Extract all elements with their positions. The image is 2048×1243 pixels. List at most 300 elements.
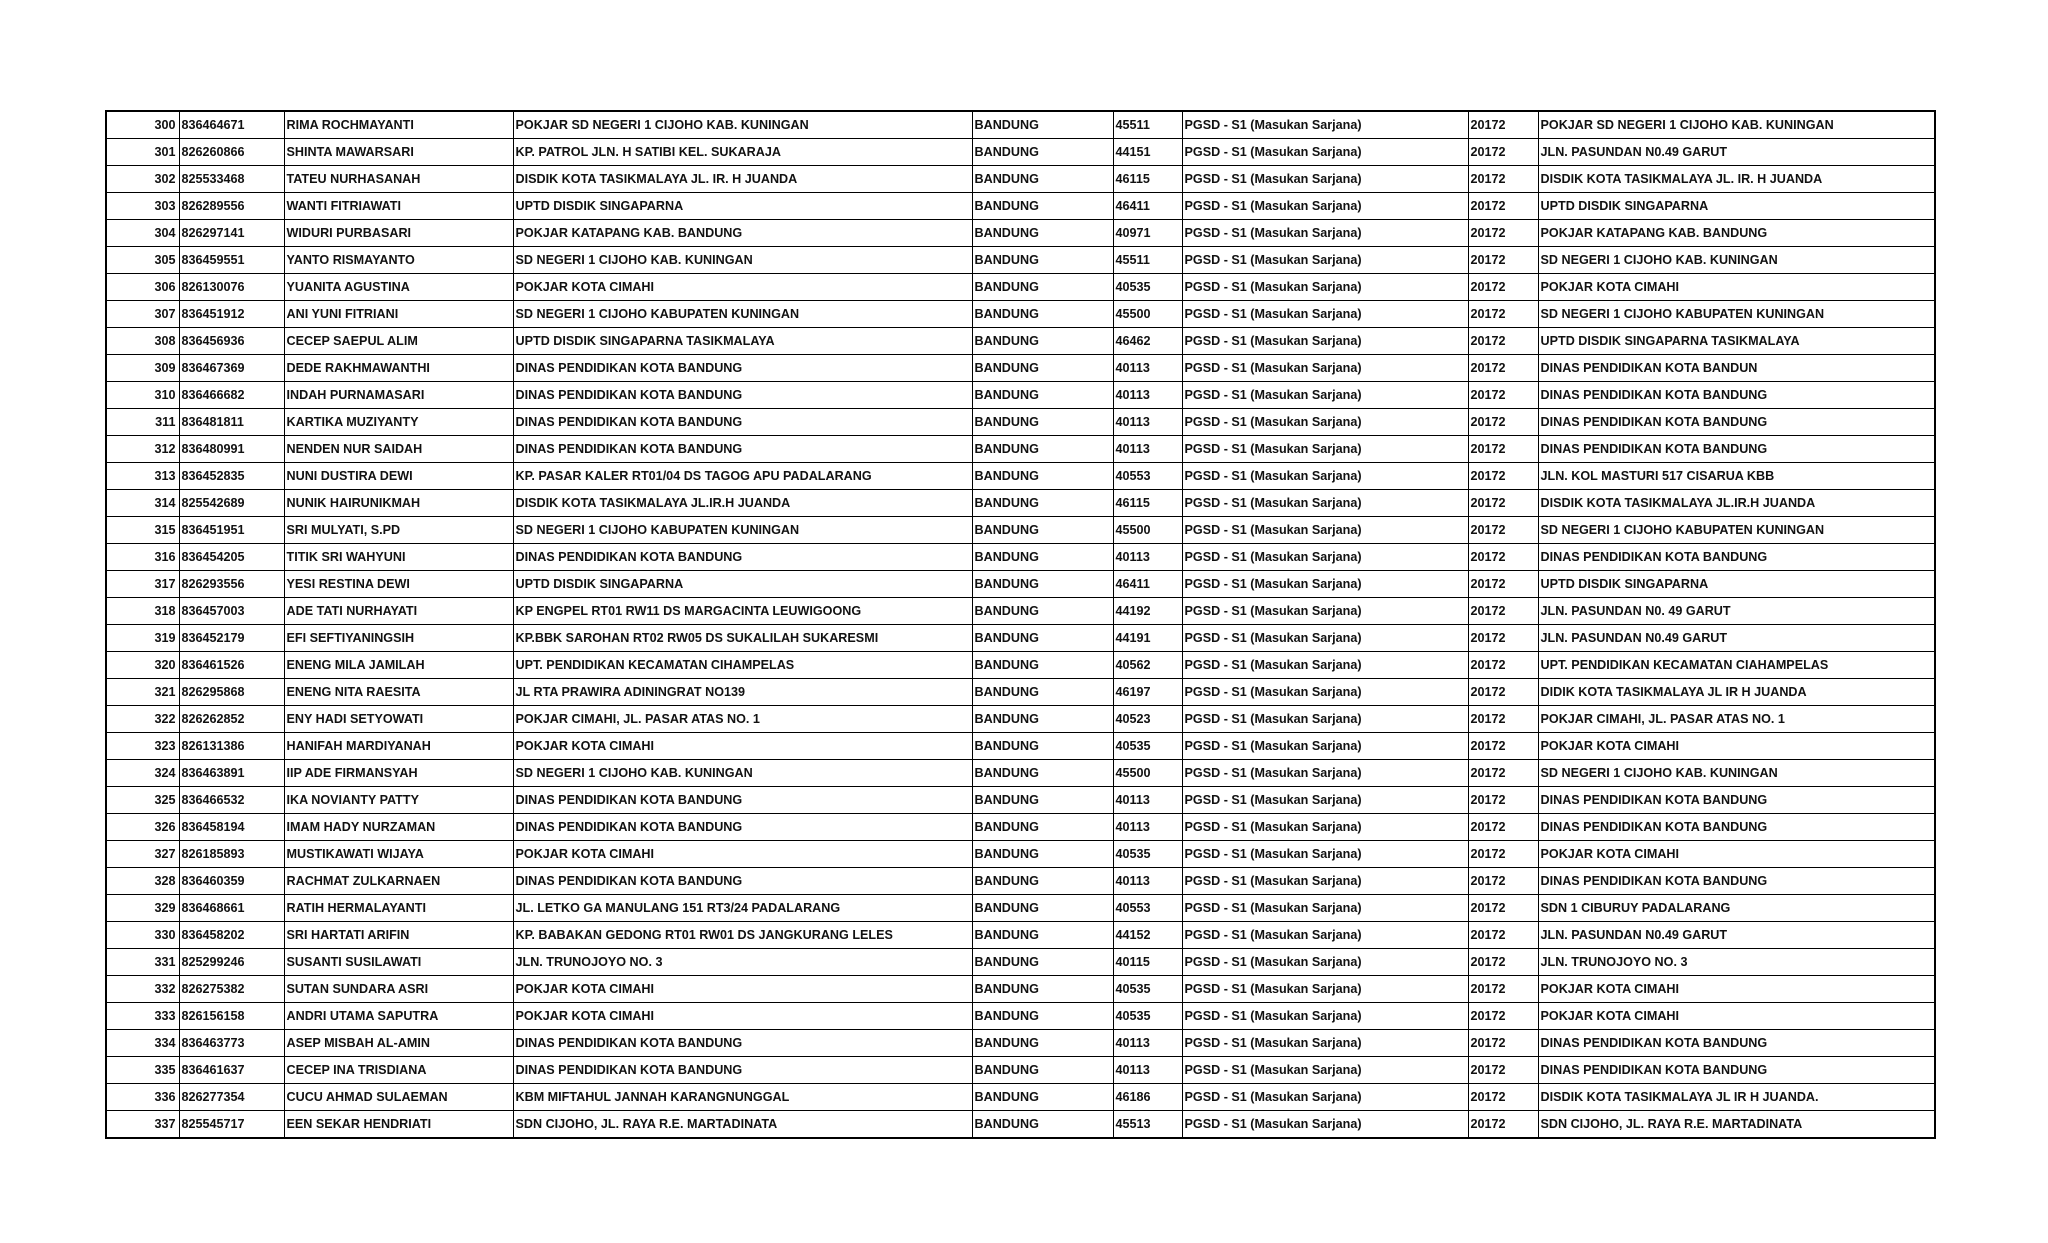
student-id-cell: 836451912	[179, 301, 284, 328]
city-cell: BANDUNG	[972, 409, 1113, 436]
city-cell: BANDUNG	[972, 787, 1113, 814]
address-cell: UPTD DISDIK SINGAPARNA	[513, 571, 972, 598]
row-number-cell: 324	[106, 760, 179, 787]
address-cell: POKJAR SD NEGERI 1 CIJOHO KAB. KUNINGAN	[513, 111, 972, 139]
row-number-cell: 310	[106, 382, 179, 409]
city-cell: BANDUNG	[972, 1003, 1113, 1030]
row-number-cell: 300	[106, 111, 179, 139]
student-id-cell: 826156158	[179, 1003, 284, 1030]
mailing-address-cell: DINAS PENDIDIKAN KOTA BANDUN	[1538, 355, 1935, 382]
address-cell: SD NEGERI 1 CIJOHO KABUPATEN KUNINGAN	[513, 301, 972, 328]
city-cell: BANDUNG	[972, 328, 1113, 355]
student-id-cell: 836458194	[179, 814, 284, 841]
city-cell: BANDUNG	[972, 679, 1113, 706]
row-number-cell: 320	[106, 652, 179, 679]
address-cell: KP. PASAR KALER RT01/04 DS TAGOG APU PADALARANG	[513, 463, 972, 490]
city-cell: BANDUNG	[972, 1111, 1113, 1139]
student-id-cell: 825533468	[179, 166, 284, 193]
row-number-cell: 303	[106, 193, 179, 220]
postal-code-cell: 40115	[1113, 949, 1182, 976]
name-cell: IIP ADE FIRMANSYAH	[284, 760, 513, 787]
table-row	[106, 625, 1935, 652]
row-number-cell: 319	[106, 625, 179, 652]
postal-code-cell: 40113	[1113, 787, 1182, 814]
period-cell: 20172	[1468, 301, 1538, 328]
period-cell: 20172	[1468, 571, 1538, 598]
row-number-cell: 327	[106, 841, 179, 868]
student-id-cell: 825542689	[179, 490, 284, 517]
mailing-address-cell: SD NEGERI 1 CIJOHO KAB. KUNINGAN	[1538, 760, 1935, 787]
name-cell: NENDEN NUR SAIDAH	[284, 436, 513, 463]
program-cell: PGSD - S1 (Masukan Sarjana)	[1182, 868, 1468, 895]
program-cell: PGSD - S1 (Masukan Sarjana)	[1182, 1084, 1468, 1111]
table-row	[106, 111, 1935, 139]
period-cell: 20172	[1468, 139, 1538, 166]
table-row	[106, 436, 1935, 463]
mailing-address-cell: POKJAR KOTA CIMAHI	[1538, 274, 1935, 301]
name-cell: IKA NOVIANTY PATTY	[284, 787, 513, 814]
mailing-address-cell: DIDIK KOTA TASIKMALAYA JL IR H JUANDA	[1538, 679, 1935, 706]
postal-code-cell: 46115	[1113, 166, 1182, 193]
mailing-address-cell: DINAS PENDIDIKAN KOTA BANDUNG	[1538, 409, 1935, 436]
program-cell: PGSD - S1 (Masukan Sarjana)	[1182, 1030, 1468, 1057]
postal-code-cell: 40971	[1113, 220, 1182, 247]
program-cell: PGSD - S1 (Masukan Sarjana)	[1182, 166, 1468, 193]
city-cell: BANDUNG	[972, 301, 1113, 328]
program-cell: PGSD - S1 (Masukan Sarjana)	[1182, 355, 1468, 382]
table-row	[106, 760, 1935, 787]
period-cell: 20172	[1468, 1111, 1538, 1139]
postal-code-cell: 40113	[1113, 436, 1182, 463]
period-cell: 20172	[1468, 1084, 1538, 1111]
address-cell: DISDIK KOTA TASIKMALAYA JL.IR.H JUANDA	[513, 490, 972, 517]
student-id-cell: 826130076	[179, 274, 284, 301]
mailing-address-cell: POKJAR KOTA CIMAHI	[1538, 841, 1935, 868]
postal-code-cell: 44152	[1113, 922, 1182, 949]
table-row	[106, 706, 1935, 733]
period-cell: 20172	[1468, 895, 1538, 922]
name-cell: EFI SEFTIYANINGSIH	[284, 625, 513, 652]
program-cell: PGSD - S1 (Masukan Sarjana)	[1182, 787, 1468, 814]
city-cell: BANDUNG	[972, 220, 1113, 247]
student-id-cell: 836461526	[179, 652, 284, 679]
period-cell: 20172	[1468, 463, 1538, 490]
mailing-address-cell: UPTD DISDIK SINGAPARNA TASIKMALAYA	[1538, 328, 1935, 355]
address-cell: KBM MIFTAHUL JANNAH KARANGNUNGGAL	[513, 1084, 972, 1111]
table-row	[106, 382, 1935, 409]
student-id-cell: 836463773	[179, 1030, 284, 1057]
program-cell: PGSD - S1 (Masukan Sarjana)	[1182, 1111, 1468, 1139]
student-id-cell: 836461637	[179, 1057, 284, 1084]
student-id-cell: 826262852	[179, 706, 284, 733]
student-id-cell: 825299246	[179, 949, 284, 976]
program-cell: PGSD - S1 (Masukan Sarjana)	[1182, 814, 1468, 841]
table-row	[106, 463, 1935, 490]
mailing-address-cell: UPTD DISDIK SINGAPARNA	[1538, 571, 1935, 598]
name-cell: SUTAN SUNDARA ASRI	[284, 976, 513, 1003]
address-cell: POKJAR KOTA CIMAHI	[513, 733, 972, 760]
postal-code-cell: 46411	[1113, 571, 1182, 598]
city-cell: BANDUNG	[972, 652, 1113, 679]
row-number-cell: 302	[106, 166, 179, 193]
address-cell: DINAS PENDIDIKAN KOTA BANDUNG	[513, 1030, 972, 1057]
period-cell: 20172	[1468, 733, 1538, 760]
mailing-address-cell: POKJAR KATAPANG KAB. BANDUNG	[1538, 220, 1935, 247]
table-row	[106, 1030, 1935, 1057]
address-cell: DISDIK KOTA TASIKMALAYA JL. IR. H JUANDA	[513, 166, 972, 193]
table-row	[106, 679, 1935, 706]
period-cell: 20172	[1468, 490, 1538, 517]
city-cell: BANDUNG	[972, 544, 1113, 571]
mailing-address-cell: DINAS PENDIDIKAN KOTA BANDUNG	[1538, 1057, 1935, 1084]
postal-code-cell: 44151	[1113, 139, 1182, 166]
program-cell: PGSD - S1 (Masukan Sarjana)	[1182, 895, 1468, 922]
mailing-address-cell: SDN 1 CIBURUY PADALARANG	[1538, 895, 1935, 922]
name-cell: ADE TATI NURHAYATI	[284, 598, 513, 625]
name-cell: CECEP SAEPUL ALIM	[284, 328, 513, 355]
table-row	[106, 949, 1935, 976]
name-cell: YESI RESTINA DEWI	[284, 571, 513, 598]
table-row	[106, 544, 1935, 571]
student-id-cell: 836456936	[179, 328, 284, 355]
name-cell: YUANITA AGUSTINA	[284, 274, 513, 301]
mailing-address-cell: DINAS PENDIDIKAN KOTA BANDUNG	[1538, 787, 1935, 814]
student-id-cell: 826185893	[179, 841, 284, 868]
postal-code-cell: 45511	[1113, 247, 1182, 274]
period-cell: 20172	[1468, 166, 1538, 193]
address-cell: JLN. TRUNOJOYO NO. 3	[513, 949, 972, 976]
postal-code-cell: 46186	[1113, 1084, 1182, 1111]
table-body	[106, 111, 1935, 1138]
postal-code-cell: 45500	[1113, 301, 1182, 328]
period-cell: 20172	[1468, 111, 1538, 139]
program-cell: PGSD - S1 (Masukan Sarjana)	[1182, 976, 1468, 1003]
program-cell: PGSD - S1 (Masukan Sarjana)	[1182, 409, 1468, 436]
row-number-cell: 328	[106, 868, 179, 895]
table-row	[106, 166, 1935, 193]
table-row	[106, 895, 1935, 922]
table-row	[106, 598, 1935, 625]
address-cell: POKJAR KOTA CIMAHI	[513, 841, 972, 868]
city-cell: BANDUNG	[972, 1084, 1113, 1111]
row-number-cell: 313	[106, 463, 179, 490]
name-cell: TATEU NURHASANAH	[284, 166, 513, 193]
mailing-address-cell: JLN. PASUNDAN N0.49 GARUT	[1538, 625, 1935, 652]
city-cell: BANDUNG	[972, 868, 1113, 895]
address-cell: JL. LETKO GA MANULANG 151 RT3/24 PADALARANG	[513, 895, 972, 922]
student-id-cell: 836467369	[179, 355, 284, 382]
mailing-address-cell: DISDIK KOTA TASIKMALAYA JL IR H JUANDA.	[1538, 1084, 1935, 1111]
city-cell: BANDUNG	[972, 274, 1113, 301]
period-cell: 20172	[1468, 544, 1538, 571]
period-cell: 20172	[1468, 598, 1538, 625]
name-cell: NUNIK HAIRUNIKMAH	[284, 490, 513, 517]
address-cell: DINAS PENDIDIKAN KOTA BANDUNG	[513, 409, 972, 436]
row-number-cell: 323	[106, 733, 179, 760]
row-number-cell: 332	[106, 976, 179, 1003]
mailing-address-cell: POKJAR CIMAHI, JL. PASAR ATAS NO. 1	[1538, 706, 1935, 733]
mailing-address-cell: UPTD DISDIK SINGAPARNA	[1538, 193, 1935, 220]
student-id-cell: 826131386	[179, 733, 284, 760]
address-cell: POKJAR CIMAHI, JL. PASAR ATAS NO. 1	[513, 706, 972, 733]
period-cell: 20172	[1468, 814, 1538, 841]
postal-code-cell: 40535	[1113, 976, 1182, 1003]
program-cell: PGSD - S1 (Masukan Sarjana)	[1182, 1057, 1468, 1084]
program-cell: PGSD - S1 (Masukan Sarjana)	[1182, 625, 1468, 652]
address-cell: KP. BABAKAN GEDONG RT01 RW01 DS JANGKURANG LELES	[513, 922, 972, 949]
mailing-address-cell: JLN. PASUNDAN N0.49 GARUT	[1538, 922, 1935, 949]
city-cell: BANDUNG	[972, 1030, 1113, 1057]
mailing-address-cell: POKJAR KOTA CIMAHI	[1538, 1003, 1935, 1030]
student-id-cell: 836452835	[179, 463, 284, 490]
name-cell: TITIK SRI WAHYUNI	[284, 544, 513, 571]
program-cell: PGSD - S1 (Masukan Sarjana)	[1182, 571, 1468, 598]
period-cell: 20172	[1468, 949, 1538, 976]
row-number-cell: 304	[106, 220, 179, 247]
row-number-cell: 311	[106, 409, 179, 436]
student-id-cell: 826295868	[179, 679, 284, 706]
city-cell: BANDUNG	[972, 490, 1113, 517]
city-cell: BANDUNG	[972, 949, 1113, 976]
table-row	[106, 220, 1935, 247]
address-cell: JL RTA PRAWIRA ADININGRAT NO139	[513, 679, 972, 706]
address-cell: UPTD DISDIK SINGAPARNA TASIKMALAYA	[513, 328, 972, 355]
address-cell: POKJAR KOTA CIMAHI	[513, 1003, 972, 1030]
address-cell: DINAS PENDIDIKAN KOTA BANDUNG	[513, 382, 972, 409]
program-cell: PGSD - S1 (Masukan Sarjana)	[1182, 949, 1468, 976]
row-number-cell: 333	[106, 1003, 179, 1030]
period-cell: 20172	[1468, 1003, 1538, 1030]
city-cell: BANDUNG	[972, 814, 1113, 841]
mailing-address-cell: DINAS PENDIDIKAN KOTA BANDUNG	[1538, 1030, 1935, 1057]
name-cell: HANIFAH MARDIYANAH	[284, 733, 513, 760]
address-cell: POKJAR KATAPANG KAB. BANDUNG	[513, 220, 972, 247]
program-cell: PGSD - S1 (Masukan Sarjana)	[1182, 463, 1468, 490]
name-cell: ANI YUNI FITRIANI	[284, 301, 513, 328]
city-cell: BANDUNG	[972, 1057, 1113, 1084]
name-cell: WANTI FITRIAWATI	[284, 193, 513, 220]
period-cell: 20172	[1468, 517, 1538, 544]
table-row	[106, 571, 1935, 598]
table-row	[106, 1003, 1935, 1030]
period-cell: 20172	[1468, 976, 1538, 1003]
mailing-address-cell: DINAS PENDIDIKAN KOTA BANDUNG	[1538, 868, 1935, 895]
city-cell: BANDUNG	[972, 382, 1113, 409]
program-cell: PGSD - S1 (Masukan Sarjana)	[1182, 706, 1468, 733]
mailing-address-cell: JLN. TRUNOJOYO NO. 3	[1538, 949, 1935, 976]
table-row	[106, 976, 1935, 1003]
program-cell: PGSD - S1 (Masukan Sarjana)	[1182, 733, 1468, 760]
address-cell: SD NEGERI 1 CIJOHO KAB. KUNINGAN	[513, 247, 972, 274]
name-cell: YANTO RISMAYANTO	[284, 247, 513, 274]
postal-code-cell: 40113	[1113, 814, 1182, 841]
city-cell: BANDUNG	[972, 355, 1113, 382]
period-cell: 20172	[1468, 274, 1538, 301]
address-cell: DINAS PENDIDIKAN KOTA BANDUNG	[513, 868, 972, 895]
period-cell: 20172	[1468, 247, 1538, 274]
program-cell: PGSD - S1 (Masukan Sarjana)	[1182, 301, 1468, 328]
name-cell: DEDE RAKHMAWANTHI	[284, 355, 513, 382]
table-row	[106, 652, 1935, 679]
mailing-address-cell: DINAS PENDIDIKAN KOTA BANDUNG	[1538, 382, 1935, 409]
address-cell: DINAS PENDIDIKAN KOTA BANDUNG	[513, 436, 972, 463]
period-cell: 20172	[1468, 625, 1538, 652]
table-row	[106, 139, 1935, 166]
table-row	[106, 922, 1935, 949]
name-cell: KARTIKA MUZIYANTY	[284, 409, 513, 436]
student-id-cell: 826277354	[179, 1084, 284, 1111]
address-cell: DINAS PENDIDIKAN KOTA BANDUNG	[513, 787, 972, 814]
postal-code-cell: 45500	[1113, 760, 1182, 787]
program-cell: PGSD - S1 (Masukan Sarjana)	[1182, 1003, 1468, 1030]
period-cell: 20172	[1468, 760, 1538, 787]
row-number-cell: 315	[106, 517, 179, 544]
row-number-cell: 318	[106, 598, 179, 625]
student-id-cell: 825545717	[179, 1111, 284, 1139]
mailing-address-cell: POKJAR KOTA CIMAHI	[1538, 733, 1935, 760]
city-cell: BANDUNG	[972, 625, 1113, 652]
row-number-cell: 325	[106, 787, 179, 814]
period-cell: 20172	[1468, 841, 1538, 868]
mailing-address-cell: SD NEGERI 1 CIJOHO KABUPATEN KUNINGAN	[1538, 517, 1935, 544]
postal-code-cell: 46462	[1113, 328, 1182, 355]
student-id-cell: 826293556	[179, 571, 284, 598]
city-cell: BANDUNG	[972, 139, 1113, 166]
student-list-table	[105, 110, 1936, 1139]
mailing-address-cell: UPT. PENDIDIKAN KECAMATAN CIAHAMPELAS	[1538, 652, 1935, 679]
period-cell: 20172	[1468, 706, 1538, 733]
table-row	[106, 733, 1935, 760]
table-row	[106, 868, 1935, 895]
student-id-cell: 836468661	[179, 895, 284, 922]
postal-code-cell: 45500	[1113, 517, 1182, 544]
row-number-cell: 316	[106, 544, 179, 571]
program-cell: PGSD - S1 (Masukan Sarjana)	[1182, 490, 1468, 517]
row-number-cell: 329	[106, 895, 179, 922]
row-number-cell: 307	[106, 301, 179, 328]
postal-code-cell: 40113	[1113, 382, 1182, 409]
city-cell: BANDUNG	[972, 463, 1113, 490]
name-cell: RATIH HERMALAYANTI	[284, 895, 513, 922]
postal-code-cell: 46115	[1113, 490, 1182, 517]
address-cell: DINAS PENDIDIKAN KOTA BANDUNG	[513, 814, 972, 841]
table-row	[106, 814, 1935, 841]
postal-code-cell: 46411	[1113, 193, 1182, 220]
period-cell: 20172	[1468, 787, 1538, 814]
student-id-cell: 836454205	[179, 544, 284, 571]
name-cell: SUSANTI SUSILAWATI	[284, 949, 513, 976]
student-id-cell: 826297141	[179, 220, 284, 247]
address-cell: SDN CIJOHO, JL. RAYA R.E. MARTADINATA	[513, 1111, 972, 1139]
period-cell: 20172	[1468, 679, 1538, 706]
city-cell: BANDUNG	[972, 706, 1113, 733]
name-cell: CECEP INA TRISDIANA	[284, 1057, 513, 1084]
name-cell: EEN SEKAR HENDRIATI	[284, 1111, 513, 1139]
city-cell: BANDUNG	[972, 760, 1113, 787]
mailing-address-cell: JLN. KOL MASTURI 517 CISARUA KBB	[1538, 463, 1935, 490]
period-cell: 20172	[1468, 1057, 1538, 1084]
mailing-address-cell: DISDIK KOTA TASIKMALAYA JL. IR. H JUANDA	[1538, 166, 1935, 193]
table-row	[106, 517, 1935, 544]
postal-code-cell: 40535	[1113, 274, 1182, 301]
city-cell: BANDUNG	[972, 976, 1113, 1003]
name-cell: ENY HADI SETYOWATI	[284, 706, 513, 733]
program-cell: PGSD - S1 (Masukan Sarjana)	[1182, 517, 1468, 544]
row-number-cell: 330	[106, 922, 179, 949]
postal-code-cell: 40113	[1113, 1030, 1182, 1057]
program-cell: PGSD - S1 (Masukan Sarjana)	[1182, 193, 1468, 220]
period-cell: 20172	[1468, 922, 1538, 949]
address-cell: POKJAR KOTA CIMAHI	[513, 976, 972, 1003]
table-row	[106, 490, 1935, 517]
name-cell: ENENG NITA RAESITA	[284, 679, 513, 706]
name-cell: ENENG MILA JAMILAH	[284, 652, 513, 679]
city-cell: BANDUNG	[972, 598, 1113, 625]
city-cell: BANDUNG	[972, 571, 1113, 598]
program-cell: PGSD - S1 (Masukan Sarjana)	[1182, 382, 1468, 409]
city-cell: BANDUNG	[972, 436, 1113, 463]
postal-code-cell: 40113	[1113, 409, 1182, 436]
city-cell: BANDUNG	[972, 111, 1113, 139]
table-row	[106, 193, 1935, 220]
table-row	[106, 841, 1935, 868]
postal-code-cell: 40562	[1113, 652, 1182, 679]
name-cell: CUCU AHMAD SULAEMAN	[284, 1084, 513, 1111]
address-cell: KP. PATROL JLN. H SATIBI KEL. SUKARAJA	[513, 139, 972, 166]
mailing-address-cell: SDN CIJOHO, JL. RAYA R.E. MARTADINATA	[1538, 1111, 1935, 1139]
address-cell: DINAS PENDIDIKAN KOTA BANDUNG	[513, 1057, 972, 1084]
mailing-address-cell: SD NEGERI 1 CIJOHO KAB. KUNINGAN	[1538, 247, 1935, 274]
row-number-cell: 336	[106, 1084, 179, 1111]
name-cell: WIDURI PURBASARI	[284, 220, 513, 247]
student-id-cell: 836458202	[179, 922, 284, 949]
address-cell: DINAS PENDIDIKAN KOTA BANDUNG	[513, 355, 972, 382]
student-id-cell: 836466682	[179, 382, 284, 409]
mailing-address-cell: POKJAR KOTA CIMAHI	[1538, 976, 1935, 1003]
city-cell: BANDUNG	[972, 895, 1113, 922]
mailing-address-cell: DISDIK KOTA TASIKMALAYA JL.IR.H JUANDA	[1538, 490, 1935, 517]
program-cell: PGSD - S1 (Masukan Sarjana)	[1182, 841, 1468, 868]
postal-code-cell: 46197	[1113, 679, 1182, 706]
row-number-cell: 331	[106, 949, 179, 976]
city-cell: BANDUNG	[972, 166, 1113, 193]
period-cell: 20172	[1468, 436, 1538, 463]
student-id-cell: 836452179	[179, 625, 284, 652]
city-cell: BANDUNG	[972, 247, 1113, 274]
period-cell: 20172	[1468, 868, 1538, 895]
program-cell: PGSD - S1 (Masukan Sarjana)	[1182, 247, 1468, 274]
student-id-cell: 836457003	[179, 598, 284, 625]
mailing-address-cell: DINAS PENDIDIKAN KOTA BANDUNG	[1538, 814, 1935, 841]
period-cell: 20172	[1468, 328, 1538, 355]
program-cell: PGSD - S1 (Masukan Sarjana)	[1182, 220, 1468, 247]
program-cell: PGSD - S1 (Masukan Sarjana)	[1182, 922, 1468, 949]
postal-code-cell: 40535	[1113, 841, 1182, 868]
address-cell: UPTD DISDIK SINGAPARNA	[513, 193, 972, 220]
program-cell: PGSD - S1 (Masukan Sarjana)	[1182, 598, 1468, 625]
program-cell: PGSD - S1 (Masukan Sarjana)	[1182, 760, 1468, 787]
period-cell: 20172	[1468, 355, 1538, 382]
program-cell: PGSD - S1 (Masukan Sarjana)	[1182, 544, 1468, 571]
address-cell: KP ENGPEL RT01 RW11 DS MARGACINTA LEUWIGOONG	[513, 598, 972, 625]
student-id-cell: 836480991	[179, 436, 284, 463]
row-number-cell: 334	[106, 1030, 179, 1057]
table-row	[106, 247, 1935, 274]
student-id-cell: 836460359	[179, 868, 284, 895]
table-row	[106, 1084, 1935, 1111]
postal-code-cell: 40113	[1113, 544, 1182, 571]
period-cell: 20172	[1468, 652, 1538, 679]
